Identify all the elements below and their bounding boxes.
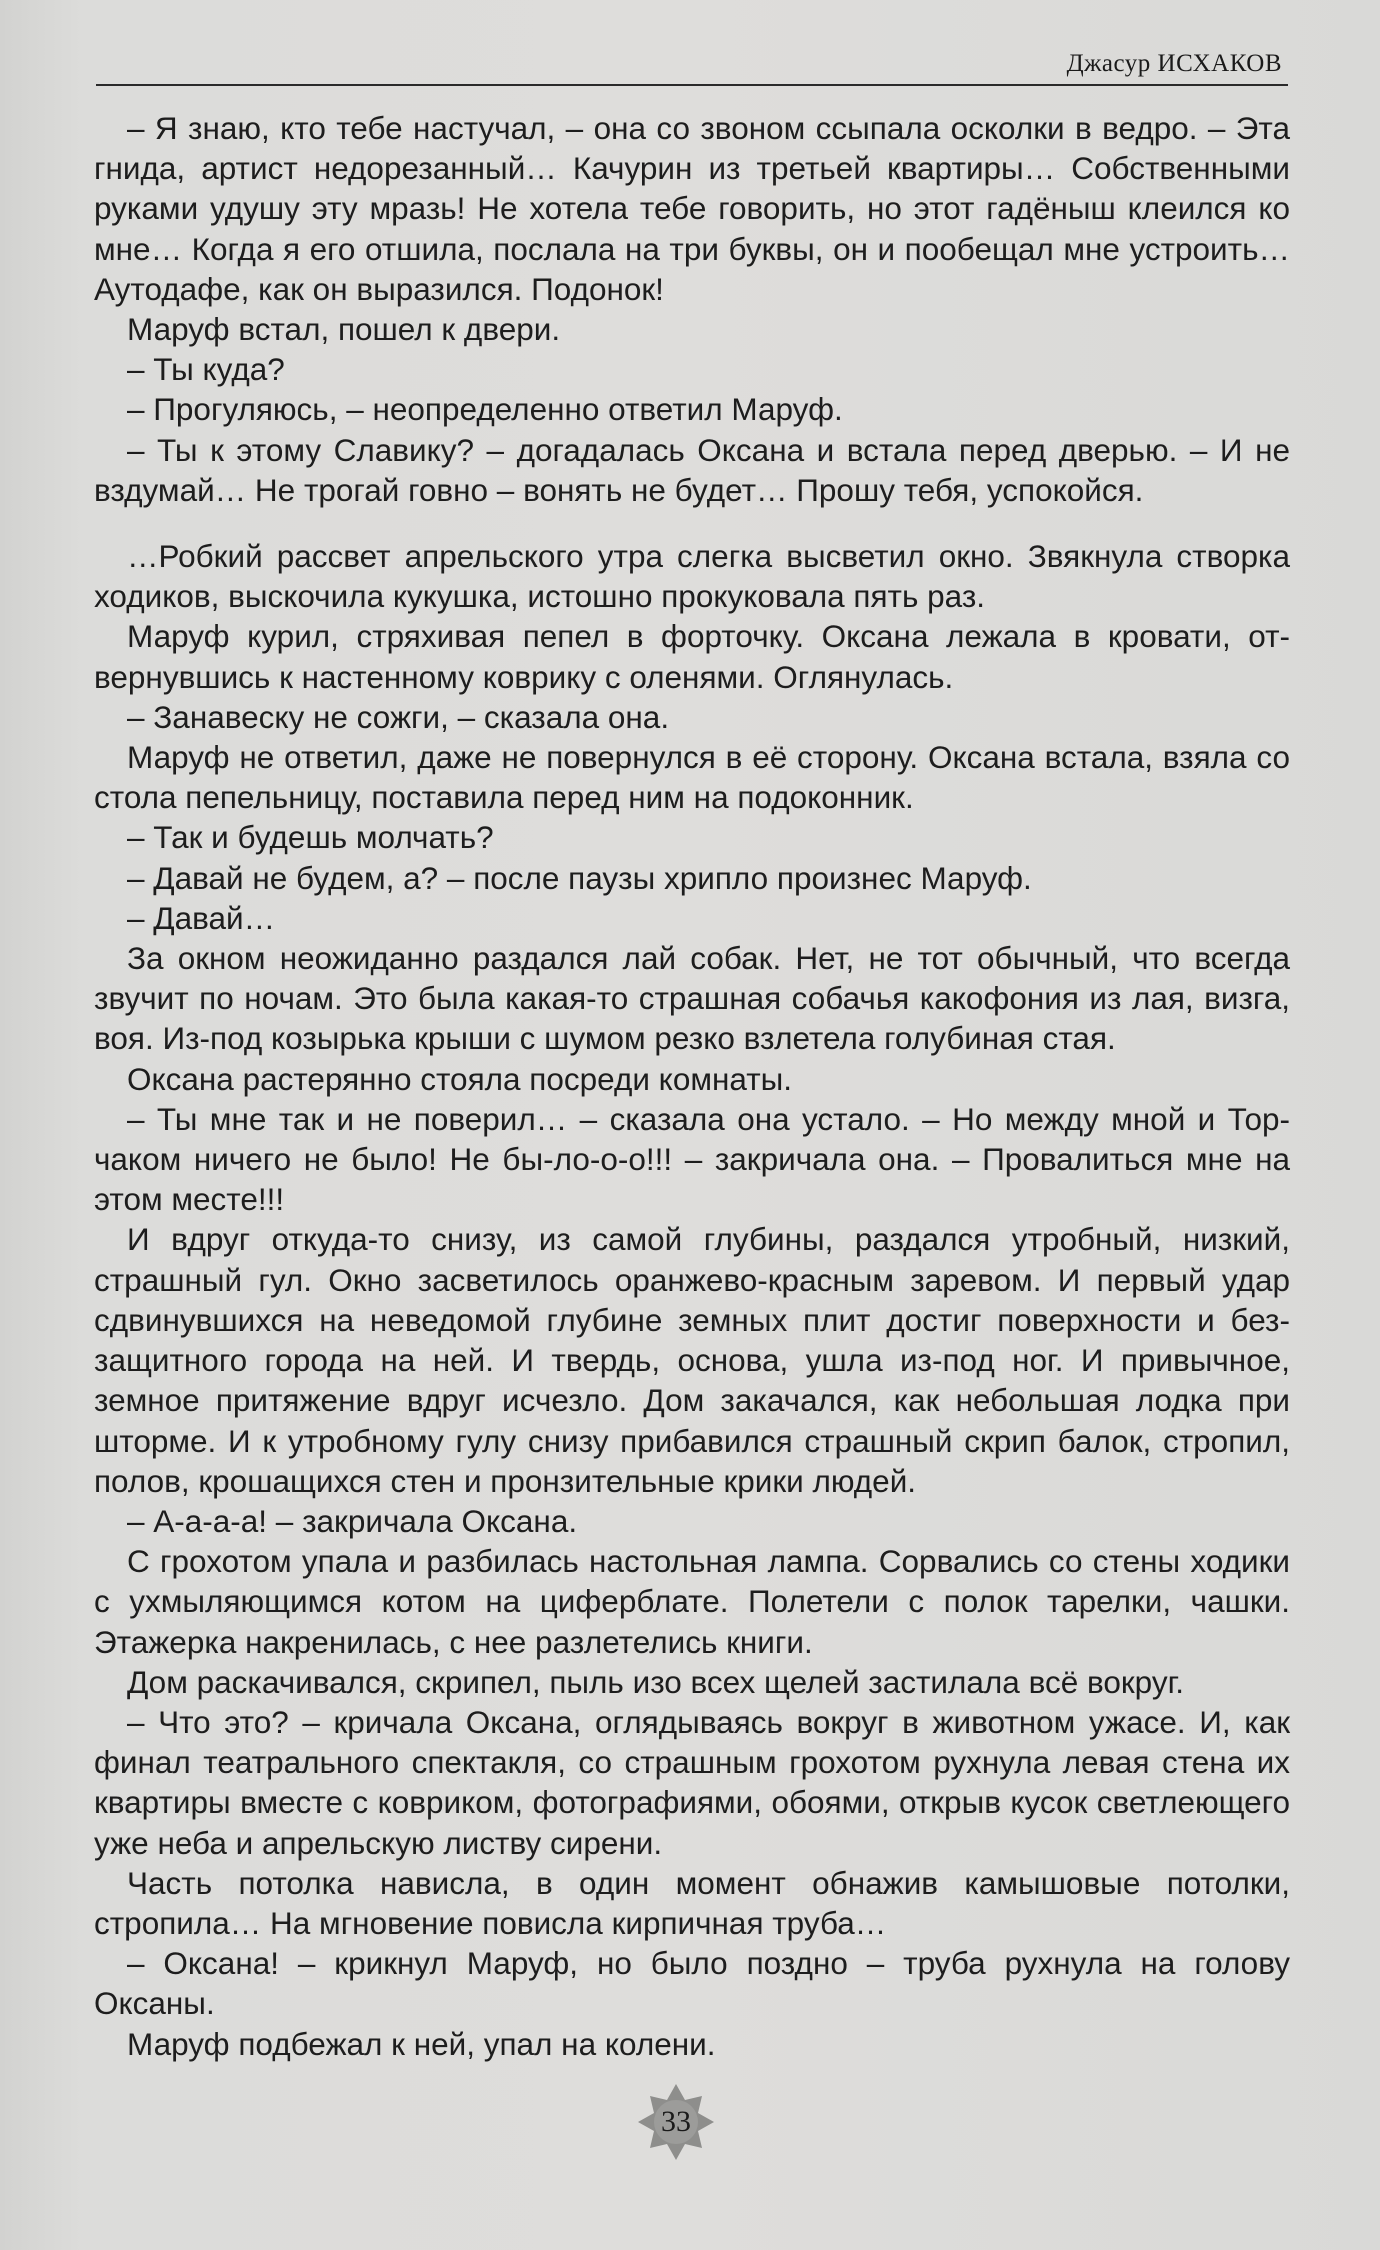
running-header [96,40,1288,86]
paragraph: – Так и будешь молчать? [127,819,494,856]
paragraph: – Занавеску не сожги, – сказала она. [127,698,670,735]
paragraph: Маруф встал, пошел к двери. [127,311,561,348]
paragraph: …Робкий рассвет апрельского утра слегка высветил окно. Звякнула створка ходиков, выскочила кукушка, истошно прокуковала пять раз. [94,538,1290,615]
body-text [94,108,1290,2064]
paragraph: – А-а-а-а! – закричала Оксана. [127,1502,578,1539]
paragraph: И вдруг откуда-то снизу, из самой глубины, раздался утробный, низкий, страшный гул. Окно засветилось оранжево-красным заревом. И первый удар сдвинувшихся на неведомой глубине земных плит достиг поверхности и беззащитного города на ней. И твердь, основа, ушла из-под ног. И привычное, земное притяжение вдруг исчезло. Дом закачался, как небольшая лодка при шторме. И к утробному гулу снизу прибавился страшный скрип балок, стропил, полов, крошащихся стен и пронзительные крики людей. [94,1221,1290,1499]
paragraph: Маруф не ответил, даже не повернулся в её сторону. Оксана встала, взяла со стола пепельницу, поставила перед ним на подоконник. [94,739,1290,816]
paragraph: – Оксана! – крикнул Маруф, но было поздно – труба рухнула на голову Оксаны. [94,1945,1290,2022]
paragraph: За окном неожиданно раздался лай собак. Нет, не тот обычный, что всегда звучит по ночам. Это была какая-то страшная собачья какофония из лая, визга, воя. Из-под козырька крыши с шумом резко взлетела голубиная стая. [94,940,1290,1057]
paragraph: – Прогуляюсь, – неопределенно ответил Маруф. [127,391,843,428]
paragraph: – Давай… [127,899,276,936]
paragraph: Маруф подбежал к ней, упал на колени. [127,2025,716,2062]
paragraph: Часть потолка нависла, в один момент обнажив камышовые потолки, стропила… На мгновение повисла кирпичная труба… [94,1864,1290,1941]
paragraph: Маруф курил, стряхивая пепел в форточку. Оксана лежала в кровати, отвернувшись к настенному коврику с оленями. Оглянулась. [94,618,1290,695]
paragraph: – Я знаю, кто тебе настучал, – она со звоном ссыпала осколки в ведро. – Эта гнида, артист недорезанный… Качурин из третьей квартиры… Собственными руками удушу эту мразь! Не хотела тебе говорить, но этот гадёныш клеился ко мне… Когда я его отшила, послала на три буквы, он и пообещал мне устроить… Аутодафе, как он выразился. Подонок! [94,110,1290,307]
page-number-badge [636,2082,716,2162]
header-author: Джасур ИСХАКОВ [1066,50,1282,77]
page-number: 33 [661,2105,691,2138]
paragraph: – Что это? – кричала Оксана, оглядываясь вокруг в животном ужасе. И, как финал театрального спектакля, со страшным грохотом рухнула левая стена их квартиры вместе с ковриком, фотографиями, обоями, открыв кусок светлеющего уже неба и апрельскую листву сирени. [94,1703,1290,1861]
paragraph: – Ты к этому Славику? – догадалась Оксана и встала перед дверью. – И не вздумай… Не трогай говно – вонять не будет… Прошу тебя, успокойся. [94,431,1290,508]
paragraph: – Ты мне так и не поверил… – сказала она устало. – Но между мной и Торчаком ничего не было! Не бы-ло-о-о!!! – закричала она. – Провалиться мне на этом месте!!! [94,1100,1290,1218]
paragraph: Дом раскачивался, скрипел, пыль изо всех щелей застилала всё вокруг. [127,1663,1184,1700]
paragraph: – Ты куда? [127,351,285,388]
paragraph: Оксана растерянно стояла посреди комнаты. [127,1060,793,1097]
paragraph: С грохотом упала и разбилась настольная лампа. Сорвались со стены ходики с ухмыляющимся котом на циферблате. Полетели с полок тарелки, чашки. Этажерка накренилась, с нее разлетелись книги. [94,1543,1290,1660]
paragraph: – Давай не будем, а? – после паузы хрипло произнес Маруф. [127,859,1032,896]
